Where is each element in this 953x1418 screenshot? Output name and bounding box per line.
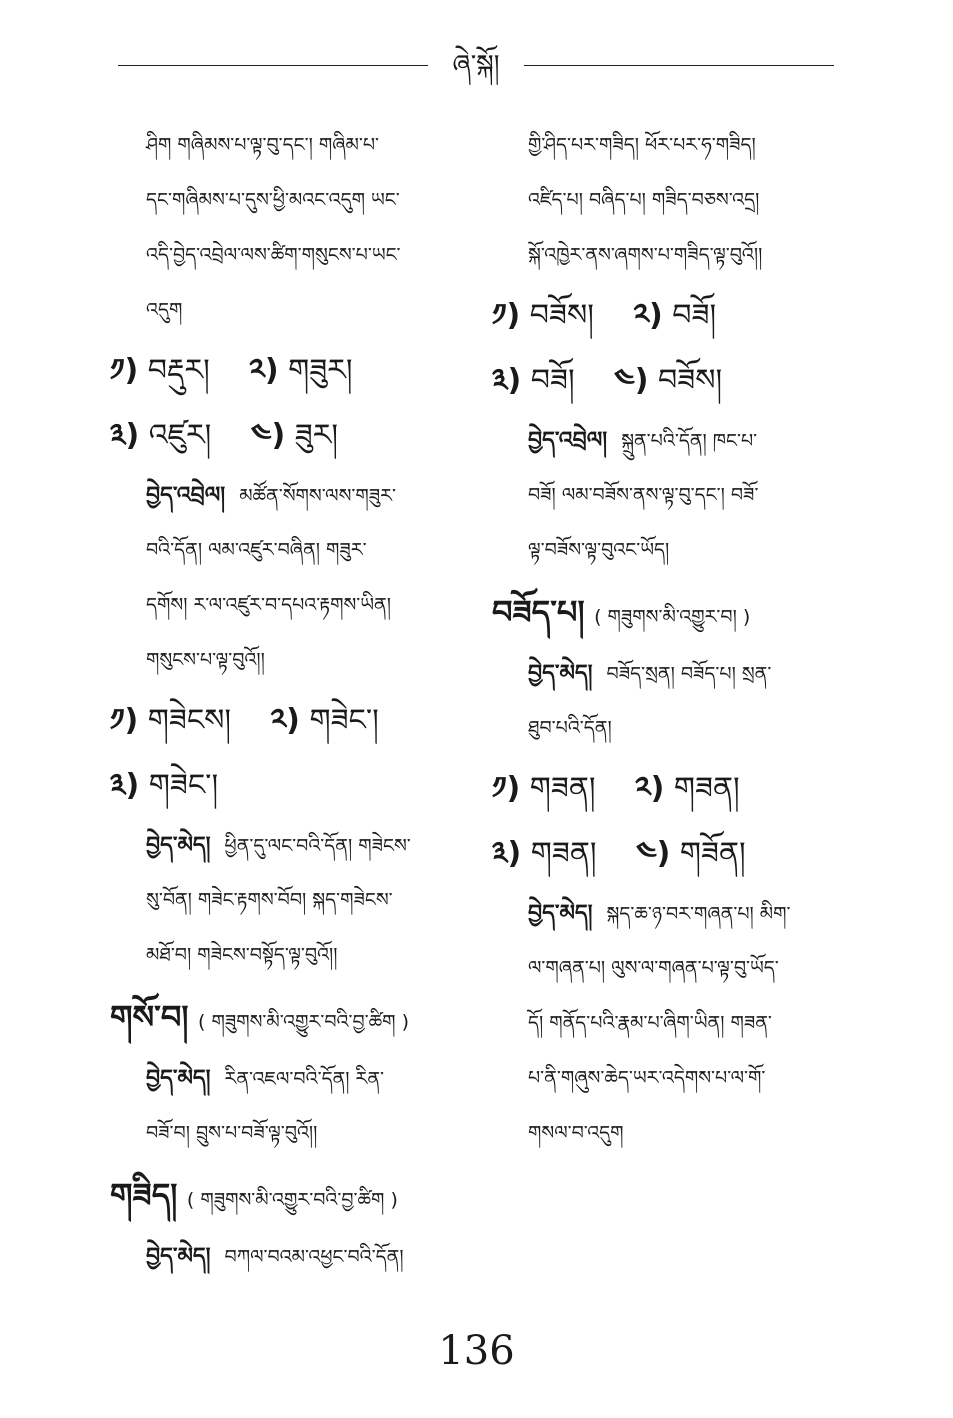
gloss-label: བྱེད་འབྲེལ། (528, 428, 608, 453)
intro-line: འདི་བྱེད་འབྲེལ་ལས་ཚིག་གསུངས་པ་ཡང་ (146, 244, 401, 266)
right-column (492, 118, 844, 1161)
verb-form: གཟན། (673, 771, 740, 806)
verb-forms-row (110, 753, 462, 818)
form-number: ༤) (636, 836, 671, 871)
dictionary-entry (492, 578, 844, 646)
headword: གསོ་བ། (110, 998, 189, 1036)
gloss-line (110, 468, 462, 523)
form-number: ༡) (110, 353, 139, 388)
verb-forms-row (492, 821, 844, 886)
gloss-line (492, 413, 844, 468)
verb-form: གཟེང་། (309, 703, 379, 738)
gloss-label: བྱེད་མེད། (528, 661, 593, 686)
gloss-line: ལ་གཞན་པ། ལུས་ལ་གཞན་པ་ལྟ་བུ་ཡོད་ (528, 957, 779, 979)
verb-form: གཟུར། (288, 353, 353, 388)
verb-form: བརྡུར། (147, 353, 210, 388)
form-number: ༢) (249, 353, 279, 388)
gloss-label: བྱེད་མེད། (528, 901, 593, 926)
gloss-line: བཟོ་བ། བྲུས་པ་བཟོ་ལྟ་བུའོ།། (146, 1122, 318, 1144)
gloss-line (110, 818, 462, 873)
left-column (110, 118, 462, 1284)
verb-forms-row (492, 283, 844, 348)
gloss-text: བཀལ་བའམ་འཕྱང་བའི་དོན། (224, 1246, 404, 1268)
gloss-line: པ་ནི་གཞུས་ཆེད་ཡར་འདེགས་པ་ལ་གོ་ (528, 1067, 766, 1089)
intro-line: གྱི་ཤིད་པར་གཟིད། ཕོར་པར་ཧ་གཟིད། (528, 134, 756, 156)
form-number: ༣) (110, 418, 140, 453)
form-number: ༣) (110, 768, 140, 803)
gloss-label: བྱེད་མེད། (146, 1066, 211, 1091)
intro-line: འདུག (146, 299, 183, 321)
verb-forms-row (110, 688, 462, 753)
dictionary-entry (110, 1161, 462, 1229)
running-title: ཞེ་སྐོ། (452, 50, 500, 80)
gloss-line: མཐོ་བ། གཟེངས་བསྟོད་ལྟ་བུའོ།། (146, 944, 338, 966)
verb-forms-row (110, 403, 462, 468)
verb-form: གཟེང་། (148, 768, 219, 803)
gloss-line (492, 886, 844, 941)
gloss-line (110, 1229, 462, 1284)
gloss-line: སུ་བོན། གཟེང་རྟགས་བོབ། སྐད་གཟེངས་ (146, 889, 393, 911)
grammar-note: ( གཟུགས་མི་འགྱུར་བའི་བྱ་ཚིག ) (198, 1011, 410, 1033)
gloss-text: རིན་འཇལ་བའི་དོན། རིན་ (224, 1068, 384, 1090)
form-number: ༡) (492, 771, 521, 806)
intro-line: སྐོ་འཁྱེར་ནས་ཞགས་པ་གཟིད་ལྟ་བུའོ།། (528, 244, 763, 266)
grammar-note: ( གཟུགས་མི་འགྱུར་བའི་བྱ་ཚིག ) (186, 1189, 398, 1211)
gloss-text: ཕྱིན་དུ་ལང་བའི་དོན། གཟེངས་ (224, 835, 411, 857)
gloss-line: གསུངས་པ་ལྟ་བུའོ།། (146, 649, 265, 671)
verb-form: འཛུར། (148, 418, 212, 453)
verb-form: བཟོས། (529, 298, 594, 333)
form-number: ༣) (492, 836, 522, 871)
gloss-text: སྐད་ཆ་ཉ་བར་གཞན་པ། མིག་ (606, 903, 791, 925)
gloss-line (492, 646, 844, 701)
grammar-note: ( གཟུགས་མི་འགྱུར་བ། ) (594, 606, 751, 628)
verb-form: ཟུར། (294, 418, 339, 453)
gloss-line: གསལ་བ་འདུག (528, 1122, 624, 1144)
form-number: ༢) (635, 771, 665, 806)
verb-form: གཟན། (530, 836, 597, 871)
dictionary-entry (110, 983, 462, 1051)
intro-line: ཤིག གཞིམས་པ་ལྟ་བུ་དང་། གཞིམ་པ་ (146, 134, 380, 156)
header-rule-right (524, 65, 834, 66)
form-number: ༢) (270, 703, 300, 738)
gloss-line: ཐུབ་པའི་དོན། (528, 717, 612, 739)
verb-form: གཟོན། (679, 836, 746, 871)
verb-forms-row (110, 338, 462, 403)
page-number: 136 (438, 1328, 515, 1374)
verb-forms-row (492, 756, 844, 821)
headword: གཟིད། (110, 1176, 178, 1214)
verb-forms-row (492, 348, 844, 413)
gloss-line: བའི་དོན། ལམ་འཛུར་བཞིན། གཟུར་ (146, 539, 367, 561)
headword: བཟོད་པ། (492, 593, 585, 631)
gloss-line: དོ། གནོད་པའི་རྣམ་པ་ཞིག་ཡིན། གཟན་ (528, 1012, 772, 1034)
gloss-line: ལྟ་བཟོས་ལྟ་བུའང་ཡོད། (528, 539, 670, 561)
verb-form: གཟེངས། (147, 703, 232, 738)
gloss-label: བྱེད་མེད། (146, 1244, 211, 1269)
gloss-text: མཚོན་སོགས་ལས་གཟུར་ (239, 485, 396, 507)
form-number: ༤) (614, 363, 649, 398)
form-number: ༢) (633, 298, 663, 333)
verb-form: གཟན། (529, 771, 596, 806)
gloss-text: བཟོད་སྲན། བཟོད་པ། སྲན་ (606, 663, 772, 685)
form-number: ༡) (110, 703, 139, 738)
gloss-label: བྱེད་མེད། (146, 833, 211, 858)
gloss-line: དགོས། ར་ལ་འཛུར་བ་དཔའ་རྟགས་ཡིན། (146, 594, 391, 616)
verb-form: བཟོ། (672, 298, 717, 333)
intro-line: དང་གཞིམས་པ་དུས་ཕྱི་མའང་འདུག ཡང་ (146, 189, 400, 211)
gloss-text: སྐྲུན་པའི་དོན། ཁང་པ་ (621, 430, 758, 452)
header-rule-left (118, 65, 428, 66)
verb-form: བཟོ། (530, 363, 575, 398)
form-number: ༣) (492, 363, 522, 398)
verb-form: བཟོས། (658, 363, 723, 398)
intro-line: འཛིད་པ། བཞིད་པ། གཟིད་བཅས་འདྲ། (528, 189, 760, 211)
gloss-line: བཟོ། ལམ་བཟོས་ནས་ལྟ་བུ་དང་། བཟོ་ (528, 484, 759, 506)
gloss-label: བྱེད་འབྲེལ། (146, 483, 226, 508)
form-number: ༤) (250, 418, 286, 453)
gloss-line (110, 1051, 462, 1106)
form-number: ༡) (492, 298, 521, 333)
running-header (118, 46, 834, 86)
